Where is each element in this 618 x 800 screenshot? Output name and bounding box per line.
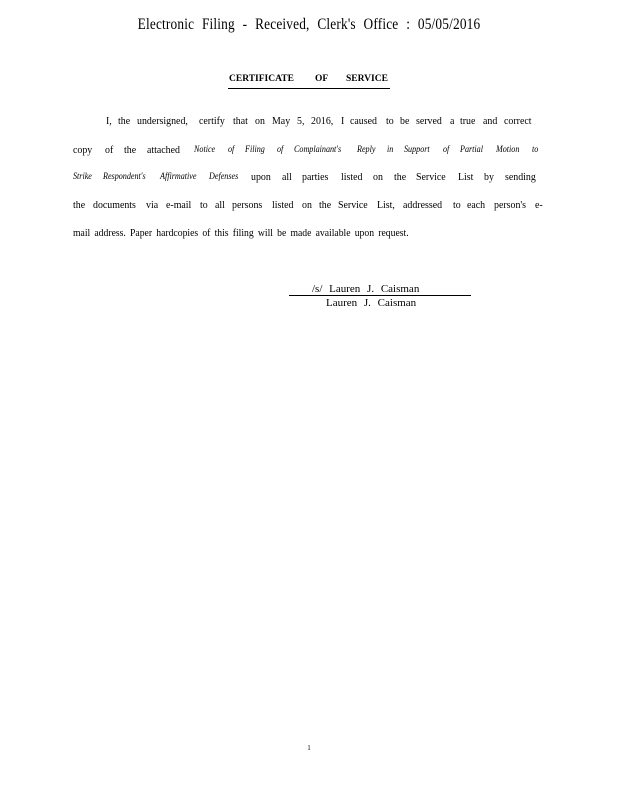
body-word: persons — [231, 199, 263, 211]
body-word: true — [460, 115, 476, 127]
body-word: Support — [404, 144, 431, 154]
body-word: Affirmative — [159, 171, 197, 181]
electronic-signature: /s/ Lauren J. Caisman — [312, 283, 420, 295]
body-word: e- — [535, 199, 544, 211]
body-word: Notice — [194, 144, 216, 154]
body-word: May — [271, 115, 290, 127]
body-word: the — [117, 115, 131, 127]
body-word: to — [385, 115, 394, 127]
certificate-title-word-3: SERVICE — [346, 74, 388, 84]
body-word: a — [450, 115, 455, 127]
body-word: documents — [92, 199, 136, 211]
body-word: attached — [147, 144, 181, 156]
body-line-3 — [73, 171, 539, 183]
body-word: upon — [250, 171, 271, 183]
page-number: 1 — [307, 744, 311, 752]
body-word: Respondent's — [103, 171, 146, 181]
body-word: 5, — [297, 115, 305, 127]
body-word: on — [301, 199, 312, 211]
body-word: person's — [493, 199, 526, 211]
body-word: List, — [377, 199, 396, 211]
signature-line — [289, 283, 471, 296]
body-word: e-mail — [165, 199, 192, 211]
body-word: correct — [504, 115, 532, 127]
body-word: of — [276, 144, 284, 154]
body-line-4 — [73, 199, 544, 211]
body-word: Complainant's — [294, 144, 342, 154]
body-word: that — [233, 115, 248, 127]
body-word: of — [442, 144, 450, 154]
body-word: Defenses — [209, 171, 239, 181]
body-word: addressed — [403, 199, 443, 211]
body-word: on — [373, 171, 384, 183]
body-word: Strike — [73, 171, 92, 181]
signature-block — [289, 283, 471, 309]
body-word: Motion — [495, 144, 520, 154]
body-word: List — [458, 171, 474, 183]
body-word: be — [399, 115, 410, 127]
body-word: served — [415, 115, 442, 127]
body-word: in — [387, 144, 394, 154]
body-word: the — [393, 171, 406, 183]
body-word: listed — [340, 171, 362, 183]
body-word: Service — [416, 171, 446, 183]
body-word: undersigned, — [136, 115, 188, 127]
body-word: Partial — [460, 144, 484, 154]
body-word: 2016, — [311, 115, 334, 127]
signature-underline-left — [289, 283, 311, 296]
body-word: I, — [106, 115, 112, 127]
body-word: the — [318, 199, 331, 211]
signature-underline-right — [420, 283, 471, 296]
certificate-title-word-2: OF — [315, 74, 329, 84]
body-word: caused — [350, 115, 378, 127]
body-word: listed — [271, 199, 294, 211]
body-word: each — [467, 199, 486, 211]
certificate-title-word-1: CERTIFICATE — [229, 74, 294, 84]
body-word: to — [452, 199, 461, 211]
body-word: Reply — [356, 144, 376, 154]
body-word: certify — [198, 115, 225, 127]
body-word: copy — [73, 144, 93, 156]
body-word: to — [200, 199, 208, 211]
body-word: the — [123, 144, 136, 156]
filing-stamp-header: Electronic Filing - Received, Clerk's Office : 05/05/2016 — [137, 16, 481, 33]
body-line-1 — [106, 115, 535, 127]
body-word: of — [104, 144, 113, 156]
body-word: Filing — [244, 144, 265, 154]
body-word: sending — [504, 171, 536, 183]
body-word: of — [227, 144, 235, 154]
body-word: on — [255, 115, 265, 127]
body-word: Service — [338, 199, 368, 211]
body-word: by — [484, 171, 495, 183]
body-word: I — [341, 115, 345, 127]
body-word: the — [73, 199, 86, 211]
body-word: to — [531, 144, 539, 154]
certificate-title — [228, 74, 390, 89]
body-word: and — [483, 115, 498, 127]
body-word: all — [214, 199, 225, 211]
body-line-2 — [73, 144, 539, 156]
body-word: parties — [302, 171, 329, 183]
signer-name: Lauren J. Caisman — [326, 297, 417, 309]
body-line-5: mail address. Paper hardcopies of this filing will be made available upon request. — [73, 227, 409, 239]
body-word: all — [281, 171, 292, 183]
body-word: via — [146, 199, 159, 211]
